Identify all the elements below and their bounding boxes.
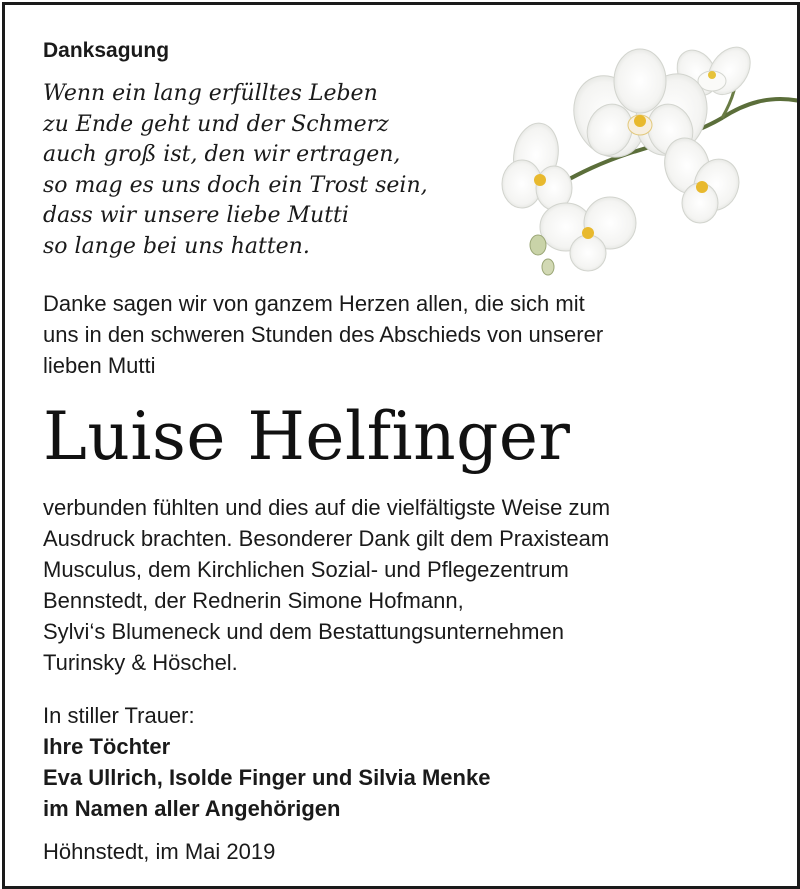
mourning-line: im Namen aller Angehörigen: [43, 796, 341, 821]
intro-line: uns in den schweren Stunden des Abschieds von unserer: [43, 322, 604, 347]
thanks-line: Musculus, dem Kirchlichen Sozial- und Pflegezentrum: [43, 557, 569, 582]
thanks-paragraph: [43, 492, 610, 678]
obituary-card: [2, 2, 800, 889]
intro-line: lieben Mutti: [43, 353, 156, 378]
thanks-line: Bennstedt, der Rednerin Simone Hofmann,: [43, 588, 464, 613]
thanks-line: Turinsky & Höschel.: [43, 650, 238, 675]
mourning-block: [43, 700, 490, 824]
intro-paragraph: [43, 288, 603, 381]
thanks-line: verbunden fühlten und dies auf die vielfältigste Weise zum: [43, 495, 611, 520]
place-date: Höhnstedt, im Mai 2019: [43, 839, 276, 864]
orchid-image: [500, 23, 800, 288]
poem-line: so lange bei uns hatten.: [43, 233, 310, 259]
poem-line: auch groß ist, den wir ertragen,: [43, 142, 401, 167]
poem-line: dass wir unsere liebe Mutti: [43, 203, 349, 228]
deceased-name: Luise Helfinger: [43, 398, 571, 475]
heading: Danksagung: [43, 39, 170, 62]
mourning-intro: In stiller Trauer:: [43, 703, 195, 728]
mourning-line: Eva Ullrich, Isolde Finger und Silvia Menke: [43, 765, 491, 790]
poem-line: Wenn ein lang erfülltes Leben: [43, 81, 378, 106]
poem: [43, 79, 428, 262]
poem-line: so mag es uns doch ein Trost sein,: [43, 172, 428, 198]
thanks-line: Ausdruck brachten. Besonderer Dank gilt dem Praxisteam: [43, 526, 610, 551]
mourning-line: Ihre Töchter: [43, 734, 171, 759]
thanks-line: Sylvi‘s Blumeneck und dem Bestattungsunternehmen: [43, 619, 564, 644]
intro-line: Danke sagen wir von ganzem Herzen allen, die sich mit: [43, 291, 585, 316]
poem-line: zu Ende geht und der Schmerz: [43, 111, 389, 137]
